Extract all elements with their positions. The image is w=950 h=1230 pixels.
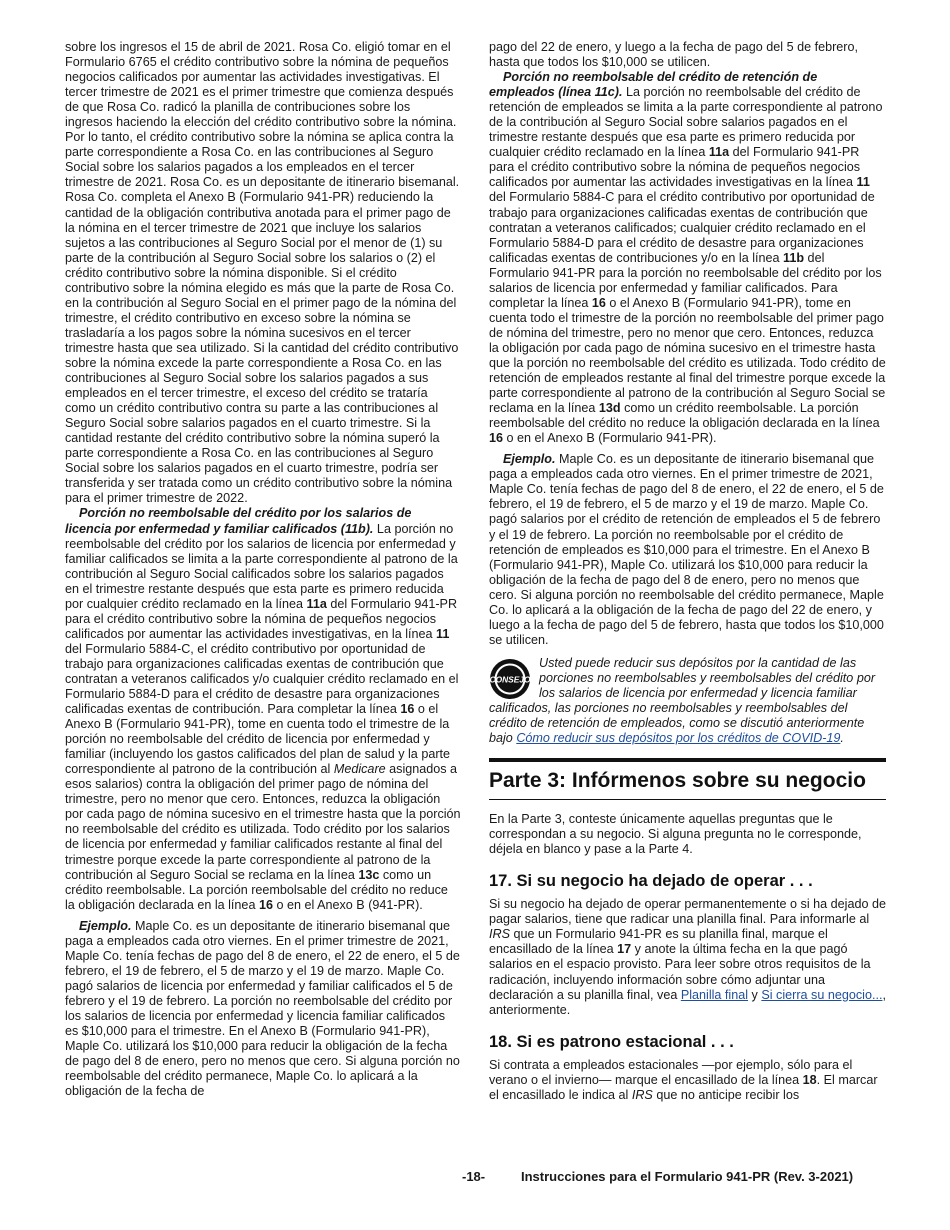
example-paragraph: Ejemplo. Maple Co. es un depositante de itinerario bisemanal que paga a empleados cada otro viernes. En el primer trimestre de 2021, Maple Co. tenía fechas de pago del 8 de enero, el 22 de enero, el 5 de febrero, el 19 de febrero, el 5 de marzo y el 19 de marzo. Maple Co. pagó salarios de licencia por enfermedad y familiar calificados el 5 de febrero y el 19 de febrero. La porción no reembolsable del crédito por los salarios de licencia por enfermedad y licencia familiar calificados es $10,000 para el trimestre. En el Anexo B (Formulario 941-PR), Maple Co. utilizará los $10,000 para reducir la obligación de la fecha de pago del 8 de enero, pero no menos que cero. Si alguna porción no reembolsable del crédito permanece, Maple Co. lo aplicará a la obligación de la fecha de: [65, 918, 460, 1099]
section-heading: Porción no reembolsable del crédito por los salarios de licencia por enfermedad y familiar calificados (11b).: [65, 506, 412, 536]
consejo-icon: [489, 658, 531, 700]
section-heading: Porción no reembolsable del crédito de retención de empleados (línea 11c).: [489, 70, 818, 100]
continued-paragraph: pago del 22 de enero, y luego a la fecha de pago del 5 de febrero, hasta que todos los $10,000 se utilicen.: [489, 40, 859, 70]
heading-underline: [489, 799, 886, 800]
page-number: -18-: [462, 1169, 486, 1184]
right-column: [489, 40, 886, 1103]
example-label: Ejemplo.: [79, 918, 132, 933]
covid-deposits-link[interactable]: Cómo reducir sus depósitos por los créditos de COVID-19: [516, 731, 841, 746]
sick-leave-nonrefundable-paragraph: Porción no reembolsable del crédito por los salarios de licencia por enfermedad y familiar calificados (11b). La porción no reembolsable del crédito por los salarios de licencia por enfermedad y familiar calificados se limita a la parte correspondiente al patrono de la contribución al Seguro Social calificados sobre los salarios pagados en el trimestre restante después que esta parte es primero reducida por cualquier crédito reclamado en la línea 11a del Formulario 941-PR para el crédito contributivo sobre la nómina de pequeños negocios calificados por aumentar las actividades investigativas, en la línea 11 del Formulario 5884-C, el crédito contributivo por oportunidad de trabajo para organizaciones calificadas exentas de contribución que contratan a veteranos calificados y/o cualquier crédito reclamado en el Formulario 5884-D para el crédito de desastre para organizaciones calificadas exentas de contribución. Para completar la línea 16 o el Anexo B (Formulario 941-PR), tome en cuenta todo el trimestre de la porción no reembolsable del crédito de licencia por enfermedad y familiar (incluyendo los gastos calificados del plan de salud y la parte correspondiente al patrono de la contribución al Medicare asignados a esos salarios) contra la obligación del primer pago de nómina del trimestre, pero no menor que cero. Entonces, reduzca la obligación por cada pago de nómina sucesivo en el trimestre hasta que la porción no reembolsable del crédito es utilizada. Todo crédito por los salarios de licencia por enfermedad y familiar calificados restante al final del trimestre porque excede la parte correspondiente al patrono de la contribución al Seguro Social se reclama en la línea 13c como un crédito reembolsable. La porción reembolsable del crédito no reduce la obligación declarada en la línea 16 o en el Anexo B (941-PR).: [65, 506, 461, 912]
rosa-co-paragraph: sobre los ingresos el 15 de abril de 2021. Rosa Co. eligió tomar en el Formulario 6765 el crédito contributivo sobre la nómina de pequeños negocios calificados por aumentar las actividades investigativas. El tercer trimestre de 2021 es el primer trimestre que comienza después de que Rosa Co. radicó la planilla de contribuciones sobre los ingresos haciendo la elección del crédito contributivo sobre la nómina. Por lo tanto, el crédito contributivo sobre la nómina se aplica contra la parte correspondiente a Rosa Co. en las contribuciones al Seguro Social sobre los salarios pagados a los empleados en el tercer trimestre de 2021. Rosa Co. es un depositante de itinerario bisemanal. Rosa Co. completa el Anexo B (Formulario 941-PR) reduciendo la cantidad de la obligación contributiva anotada para el primer pago de la nómina en el tercer trimestre de 2021 que incluye los salarios sujetos a las contribuciones al Seguro Social por el menor de (1) su parte de la contribución al Seguro Social sobre los salarios o (2) el crédito contributivo sobre la nómina disponible. Si el crédito contributivo sobre la nómina elegido es más que la parte de Rosa Co. en la contribución al Seguro Social en el primer pago de la nómina del trimestre, el crédito contributivo en exceso sobre la nómina se trasladaría a los pagos sobre la nómina sucesivos en el tercer trimestre hasta que sea utilizado. Si la cantidad del crédito contributivo sobre la nómina excede la parte correspondiente a Rosa Co. en las contribuciones al Seguro Social sobre los salarios pagados a sus empleados en el tercer trimestre, el exceso del crédito se trataría como un crédito contributivo contra su parte a las contribuciones al Seguro Social sobre salarios pagados en el cuarto trimestre. Si la cantidad restante del crédito contributivo sobre la nómina superó la parte correspondiente a Rosa Co. en las contribuciones al Seguro Social sobre los salarios pagados en el cuarto trimestre, podría ser transferida y ser tratada como un crédito contributivo sobre la nómina para el primer trimestre de 2022.: [65, 40, 460, 506]
consejo-label: CONSEJO: [489, 674, 531, 685]
tip-text: Usted puede reducir sus depósitos por la cantidad de las porciones no reembolsables y reembolsables del crédito por los salarios de licencia por enfermedad y licencia familiar calificados, las porciones no reembolsables y reembolsables del crédito de retención de empleados, como se discutió anteriormente bajo Cómo reducir sus depósitos por los créditos de COVID-19.: [489, 655, 876, 746]
tip-box: [489, 656, 886, 746]
question-17-text: Si su negocio ha dejado de operar permanentemente o si ha dejado de pagar salarios, tiene que radicar una planilla final. Para informarle al IRS que un Formulario 941-PR es su planilla final, marque el encasillado de la línea 17 y anote la última fecha en la que pagó salarios en el espacio provisto. Para leer sobre otros requisitos de la radicación, incluyendo información sobre cómo adjuntar una declaración a su planilla final, vea Planilla final y Si cierra su negocio..., anteriormente.: [489, 897, 886, 1017]
example-paragraph: Ejemplo. Maple Co. es un depositante de itinerario bisemanal que paga a empleados cada otro viernes. En el primer trimestre de 2021, Maple Co. tenía fechas de pago del 8 de enero, el 22 de enero, el 5 de febrero, el 19 de febrero, el 5 de marzo y el 19 de marzo. Maple Co. pagó salarios por el crédito de retención de empleados el 5 de febrero y el 19 de febrero. La porción no reembolsable por el crédito de retención de empleados es $10,000 para el trimestre. En el Anexo B (Formulario 941-PR), Maple Co. utilizará los $10,000 para reducir la obligación de la fecha de pago del 8 de enero, pero no menos que cero. Si alguna porción no reembolsable del crédito permanece, Maple Co. lo aplicará a la obligación de la fecha de pago del 22 de enero, y luego a la fecha de pago del 5 de febrero, hasta que todos los $10,000 se utilicen.: [489, 452, 884, 647]
section-divider: [489, 758, 886, 762]
retention-nonrefundable-paragraph: Porción no reembolsable del crédito de retención de empleados (línea 11c). La porción no reembolsable del crédito de retención de empleados se limita a la parte correspondiente al patrono de la contribución al Seguro Social sobre salarios pagados en el trimestre restante después que esa parte es primero reducida por cualquier crédito reclamado en la línea 11a del Formulario 941-PR para el crédito contributivo sobre la nómina de pequeños negocios calificados por aumentar las actividades investigativas en la línea 11 del Formulario 5884-C para el crédito contributivo por oportunidad de trabajo para organizaciones calificadas exentas de contribución que contratan a veteranos calificados; cualquier crédito reclamado en el Formulario 5884-D para el crédito de desastre para organizaciones calificadas exentas de contribuciones y/o en la línea 11b del Formulario 941-PR para la porción no reembolsable del crédito por los salarios de licencia por enfermedad y familiar calificados. Para completar la línea 16 o el Anexo B (Formulario 941-PR), tome en cuenta todo el trimestre de la porción no reembolsable del primer pago de nómina del trimestre, pero no menor que cero. Entonces, reduzca la obligación por cada pago de nómina sucesivo en el trimestre hasta que la porción no reembolsable del crédito es utilizada. Todo crédito de retención de empleados restante al final del trimestre porque excede la parte correspondiente al patrono de la contribución al Seguro Social se reclama en la línea 13d como un crédito reembolsable. La porción reembolsable del crédito no reduce la obligación declarada en la línea 16 o en el Anexo B (Formulario 941-PR).: [489, 70, 886, 446]
left-column: [65, 40, 461, 1099]
part3-intro: En la Parte 3, conteste únicamente aquellas preguntas que le correspondan a su negocio. Si alguna pregunta no le corresponde, déjela en blanco y pase a la Parte 4.: [489, 812, 862, 857]
question-18-heading: 18. Si es patrono estacional . . .: [489, 1032, 734, 1051]
question-17-heading: 17. Si su negocio ha dejado de operar . . .: [489, 872, 813, 891]
part3-heading: Parte 3: Infórmenos sobre su negocio: [489, 769, 866, 793]
question-18-text: Si contrata a empleados estacionales —por ejemplo, sólo para el verano o el invierno— marque el encasillado de la línea 18. El marcar el encasillado le indica al IRS que no anticipe recibir los: [489, 1057, 878, 1102]
example-label: Ejemplo.: [503, 452, 556, 467]
final-return-link[interactable]: Planilla final: [680, 987, 749, 1002]
close-business-link[interactable]: Si cierra su negocio...: [761, 987, 883, 1002]
document-title: Instrucciones para el Formulario 941-PR (Rev. 3-2021): [521, 1169, 854, 1184]
